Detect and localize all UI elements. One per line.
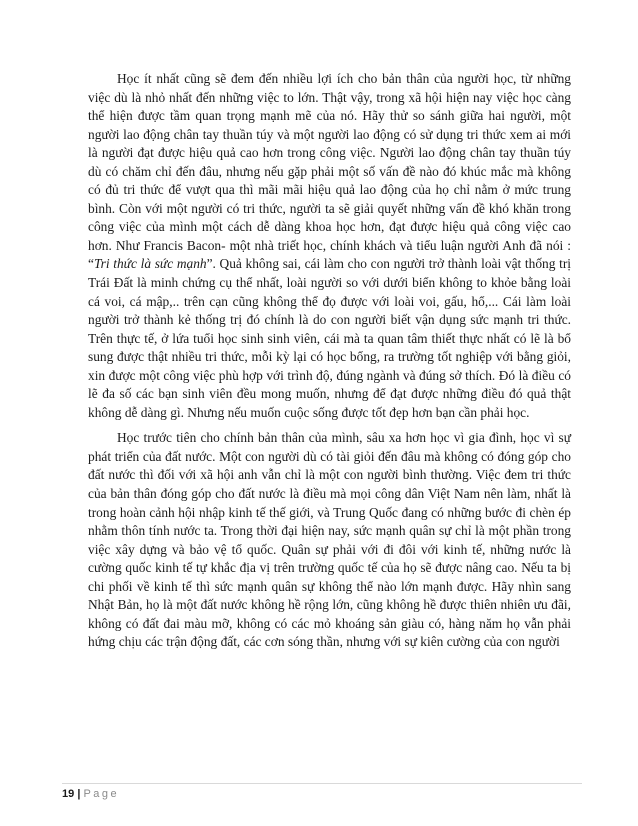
page-number: 19 <box>62 788 75 800</box>
paragraph: Học trước tiên cho chính bản thân của mình, sâu xa hơn học vì gia đình, học vì sự phát triển của đất nước. Một con người dù có tài giỏi đến đâu mà không có đóng góp cho đất nước thì đối với xã hội anh vẫn chỉ là một con người bình thường. Việc đem tri thức của bản thân đóng góp cho đất nước là điều mà mọi công dân Việt Nam nên làm, nhất là trong hoàn cảnh hội nhập kinh tế thế giới, và Trung Quốc đang có những bước đi chèn ép nhằm thôn tính nước ta. Trong thời đại hiện nay, sức mạnh quân sự chỉ là một phần trong việc xây dựng và bảo vệ tổ quốc. Quân sự phải với đi đôi với kinh tế, những nước là cường quốc kinh tế tự khắc địa vị trên trường quốc tế của họ sẽ được nâng cao. Nếu ta bị chi phối về kinh tế thì sức mạnh quân sự không thể nào lớn mạnh được. Hãy nhìn sang Nhật Bản, họ là một đất nước không hề rộng lớn, cũng không hề được thiên nhiên ưu đãi, không có đất đai màu mỡ, không có các mỏ khoáng sản giàu có, hàng năm họ vẫn phải hứng chịu các trận động đất, các cơn sóng thần, nhưng với sự kiên cường của con người <box>88 430 571 650</box>
footer-separator: | <box>77 788 81 800</box>
paragraph-text: Học ít nhất cũng sẽ đem đến nhiều lợi ích cho bản thân của người học, từ những việc dù là nhỏ nhất đến những việc to lớn. Thật vậy, trong xã hội hiện nay việc học càng thể hiện được tầm quan trọng mạnh mẽ của nó. Hãy thử so sánh giữa hai người, một người lao động chân tay thuần túy và một người lao động có sử dụng tri thức xem ai mới là người đạt được hiệu quả cao hơn trong công việc. Người lao động chân tay thuần túy dù có chăm chỉ đến đâu, nhưng nếu gặp phải một số vấn đề nào đó khúc mắc mà không có đủ tri thức để vượt qua thì mãi mãi hiệu quả lao động của họ chỉ nằm ở mức trung bình. Còn với một người có tri thức, người ta sẽ giải quyết những vấn đề khó khăn trong công việc của mình một cách dễ dàng khoa học hơn, đạt được hiệu quả công việc cao hơn. Như Francis Bacon- một nhà triết học, chính khách và tiểu luận người Anh đã nói : “ <box>88 71 571 272</box>
paragraph <box>88 70 571 422</box>
body-text <box>88 70 571 652</box>
page-footer <box>62 783 582 800</box>
paragraph-text: ”. Quả không sai, cái làm cho con người trở thành loài vật thống trị Trái Đất là minh chứng cụ thể nhất, loài người so với dưới biển không to khỏe bằng loài cá voi, cá mập,.. trên cạn cũng không thể đọ được với loài voi, gấu, hổ,... Cái làm loài người trở thành kẻ thống trị đó chính là do con người biết vận dụng sức mạnh tri thức. Trên thực tế, ở lứa tuổi học sinh sinh viên, cái mà ta quan tâm thiết thực nhất có lẽ là bổ sung được thật nhiều tri thức, mỗi kỳ lại có học bổng, ra trường tốt nghiệp với bằng giỏi, xin được một công việc phù hợp với trình độ, đúng ngành và đúng sở thích. Đó là điều có lẽ đa số các bạn sinh viên đều mong muốn, nhưng để đạt được những điều đó quả thật không dễ dàng gì. Nhưng nếu muốn cuộc sống được tốt đẹp hơn bạn cần phải học. <box>88 256 571 420</box>
page-label: Page <box>83 788 120 800</box>
bacon-quote: Tri thức là sức mạnh <box>93 256 207 272</box>
